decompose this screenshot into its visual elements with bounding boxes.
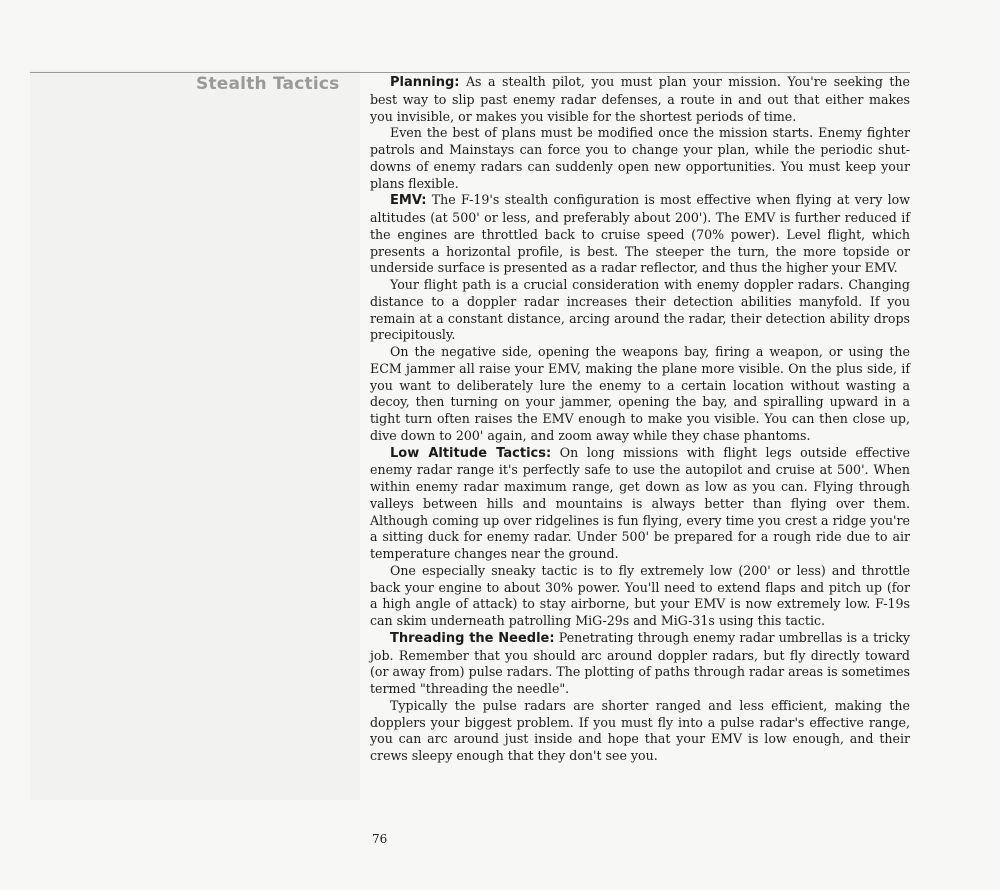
paragraph-emv <box>370 192 910 277</box>
paragraph <box>370 344 910 445</box>
paragraph-text: On long missions with flight legs outside effective enemy radar range it's perfectly safe to use the autopilot and cruise at 500'. When within enemy radar maximum range, get down as low as you can. Flying through valleys between hills and mountains is always better than flying over them. Although coming up over ridgelines is fun flying, every time you crest a ridge you're a sitting duck for enemy radar. Under 500' be prepared for a rough ride due to air temperature changes near the ground. <box>370 444 910 561</box>
paragraph-text: On the negative side, opening the weapons bay, firing a weapon, or using the ECM jammer all raise your EMV, making the plane more visible. On the plus side, if you want to deliberately lure the enemy to a certain location without wasting a decoy, then turning on your jammer, opening the bay, and spiralling upward in a tight turn often raises the EMV enough to make you visible. You can then close up, dive down to 200' again, and zoom away while they chase phantoms. <box>370 344 910 443</box>
paragraph-text: Typically the pulse radars are shorter ranged and less efficient, making the dopplers your biggest problem. If you must fly into a pulse radar's effective range, you can arc around just inside and hope that your EMV is low enough, and their crews sleepy enough that they don't see you. <box>370 697 910 763</box>
paragraph-text: Penetrating through enemy radar umbrellas is a tricky job. Remember that you should arc around doppler radars, but fly directly toward (or away from) pulse radars. The plotting of paths through radar areas is sometimes termed "threading the needle". <box>370 629 910 696</box>
paragraph-text: As a stealth pilot, you must plan your mission. You're seeking the best way to slip past enemy radar defenses, a route in and out that either makes you invisible, or makes you visible for the shortest periods of time. <box>370 74 910 124</box>
header-rule <box>30 72 910 73</box>
paragraph <box>370 277 910 344</box>
page-number: 76 <box>372 832 388 846</box>
paragraph <box>370 563 910 630</box>
paragraph-text: The F-19's stealth configuration is most effective when flying at very low altitudes (at 500' or less, and preferably about 200'). The EMV is further reduced if the engines are throttled back to cruise speed (70% power). Level flight, which presents a horizontal profile, is best. The steeper the turn, the more topside or underside surface is presented as a radar reflector, and thus the higher your EMV. <box>370 192 910 276</box>
paragraph-low-altitude <box>370 445 910 563</box>
paragraph <box>370 125 910 192</box>
paragraph-planning <box>370 74 910 125</box>
heading-threading-the-needle: Threading the Needle: <box>390 630 555 646</box>
heading-emv: EMV: <box>390 193 427 209</box>
section-title: Stealth Tactics <box>196 74 340 94</box>
paragraph-threading <box>370 630 910 698</box>
body-text <box>370 74 910 765</box>
heading-planning: Planning: <box>390 75 460 90</box>
paragraph <box>370 698 910 765</box>
paragraph-text: Your flight path is a crucial consideration with enemy doppler radars. Changing distance to a doppler radar increases their detection abilities manyfold. If you remain at a constant distance, arcing around the radar, their detection ability drops precipitously. <box>370 277 910 343</box>
left-margin-area <box>30 70 360 800</box>
paragraph-text: One especially sneaky tactic is to fly extremely low (200' or less) and throttle back your engine to about 30% power. You'll need to extend flaps and pitch up (for a high angle of attack) to stay airborne, but your EMV is now extremely low. F-19s can skim underneath patrolling MiG-29s and MiG-31s using this tactic. <box>370 562 910 628</box>
paragraph-text: Even the best of plans must be modified once the mission starts. Enemy fighter patrols and Mainstays can force you to change your plan, while the periodic shut-downs of enemy radars can suddenly open new opportunities. You must keep your plans flexible. <box>370 125 910 191</box>
heading-low-altitude-tactics: Low Altitude Tactics: <box>390 445 552 461</box>
